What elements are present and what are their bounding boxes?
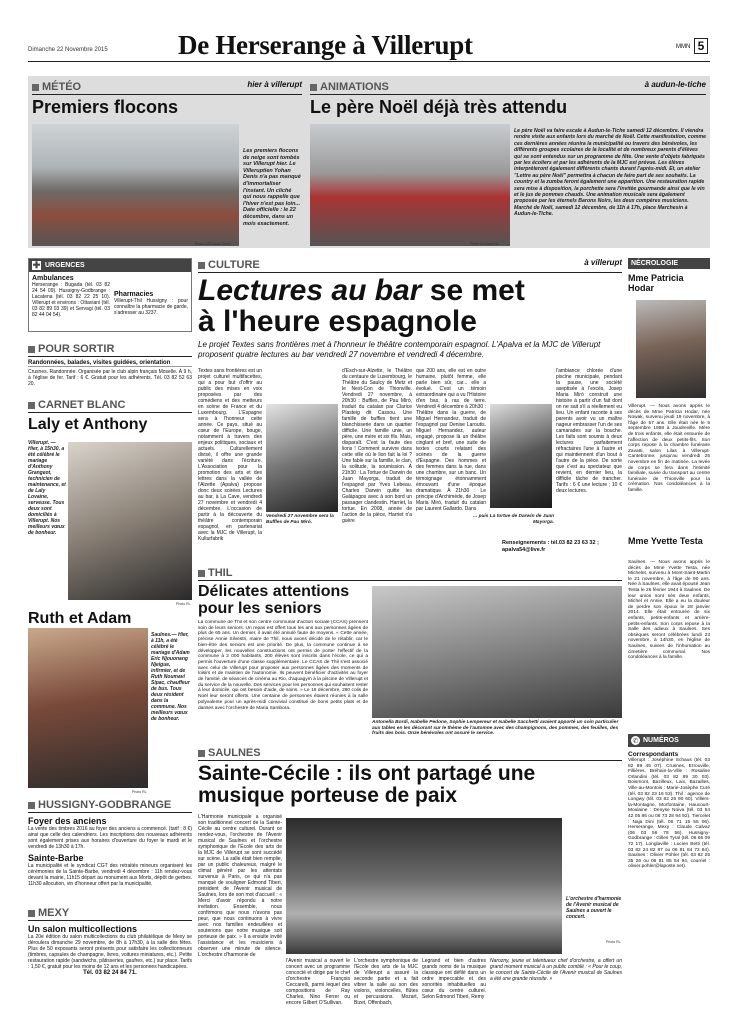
sortir-subheading: Randonnées, balades, visites guidées, orientation: [28, 360, 192, 367]
actor-photo-2: [490, 404, 552, 508]
animations-title: Le père Noël déjà très attendu: [310, 97, 568, 117]
rubric-square-icon: [28, 910, 35, 917]
animations-rubric: ANIMATIONS: [320, 81, 389, 93]
thil-text: La commune de Thil et son centre communal d'action sociale (CCAS) prennent soin de leurs seniors. Un repas est offert tous les ans aux personnes âgées de plus de 65 ans. Un dernier, il avait été annulé faute de moyens. « Cette année, précise Annie Silvestri, maire de Thil, nous avons décidé de le rétablir, car le bien-être des seniors est une priorité. De plus, la commune continue à se développer, les nouvelles constructions ont permis de porter l'effectif de la commune à 2 000 habitants. 200 élèves sont inscrits dans l'école, ce qui a permis l'ouverture d'une classe supplémentaire. Le CCAS de Thil s'est associé avec celui de Villerupt pour proposer aux personnes âgées des moments de loisirs et de maintien de l'autonomie. Ils peuvent bénéficier d'activités au foyer de l'amitié, de séances de cinéma au Rio, d'aquagym à la piscine de Villerupt et du service de la nouvelle. Des services pour les personnes qui souhaitent rester à leur domicile, qui ont besoin d'aide, de soins. » Le 16 décembre, 260 colis de Noël leur seront offerts. Une centaine de personnes étaient réunies à la salle polyvalente pour un après-midi convivial constitué de bons petits plats et de danses avec l'orchestre de Maria Sambora.: [198, 620, 368, 711]
barbe-heading: Sainte-Barbe: [28, 853, 84, 863]
necro-text2: Saulnes. — Nous avons appris le décès de Mme Yvette Testa, née Michelet, survenu à Mont-Saint-Martin le 21 novembre, à l'âge de 90 ans. Née à Saulnes, elle avait épousé Jean Testa le 26 février 1944 à Saulnes. De leur union sont nés deux enfants, Michel et Annie. Elle a eu la douleur de perdre son époux le 28 janvier 2014. Elle était entourée de six enfants, petits-enfants et arrière-petits-enfants. Son corps repose à la Salle des adieux à Saulnes. Ses obsèques seront célébrées lundi 23 novembre, à 14h30, en l'église de Saulnes, suivies de l'inhumation au cimetière communal. Nos condoléances à la famille.: [628, 560, 710, 661]
culture-place: à villerupt: [584, 258, 622, 267]
rubric-square-icon: [198, 262, 205, 269]
thil-caption: Antonella Bordi, Isabelle Pedone, Sophie Lempereur et Isabelle Sacchetti avaient apporté un soin particulier aux tables en les décorant sur le thème de l'automne avec des champignons, des pommes, des feuilles, des fruits des bois. Onze bénévoles ont assuré le service.: [372, 720, 619, 736]
photo2-caption: ... puis La tortue de Darwin de Juan Mayorga.: [473, 514, 554, 525]
saulnes-credit: Photo RL: [606, 940, 621, 944]
meteo-title: Premiers flocons: [32, 97, 179, 117]
saulnes-rubric: SAULNES: [208, 747, 261, 759]
hussigny-rubric: HUSSIGNY-GODBRANGE: [38, 799, 172, 811]
snow-photo: [32, 124, 239, 246]
mexy-rubric: MEXY: [38, 907, 70, 919]
hussigny-block: [28, 798, 192, 887]
numeros-block: [628, 734, 710, 870]
culture-col1: Textes sans frontières est un projet culturel multifacettes, qui a pour but d'offrir au public des mises en voix proposées par des comédiens et des metteurs en scène de France et du Luxembourg. L'Espagne sera à l'honneur cette année. Ce pays, situé au cœur de l'Europe, bouge, notamment à travers des enjeux politiques, sociaux et actuels. Culturellement divisé, il offre une grande variété dans l'écriture. L'Association pour la promotion des arts et des lettres dans la vallée de l'Alzette (Apalva) propose donc deux soirées Lectures au bar, à La Cave, vendredi 27 novembre et vendredi 4 décembre. L'occasion de partir à la découverte du théâtre contemporain espagnol, en partenariat avec la MJC de Villerupt, la Kulturfabrik: [198, 368, 262, 542]
animations-credit: Photo Archives RL: [470, 242, 499, 246]
necro-title: NÉCROLOGIE: [628, 258, 710, 269]
mexy-block: [28, 906, 192, 976]
culture-col3: que 200 ans, elle est en outre humaine, plutôt femme, elle parle bien sûr, car... elle a évolué. C'est un témoin extraordinaire qui a vu l'Histoire d'en bas, à ras de terre. Vendredi 4 décembre à 20h30 : Théâtre dans la guerre, de Miguel Hernandez, traduit de l'espagnol par Denise Laroutis. Miguel Hernandez, auteur engagé, propose là un théâtre cinglant et bref, une suite de textes courts relatant des scènes de la guerre d'Espagne. Des hommes et des femmes dans la rue, dans une chambre, sur un banc. Un témoignage étonnamment émouvant d'une époque dramatique. À 21h30 : Le principe d'Archimède, de Josep Maria Miró, traduit du catalan par Laurent Gallardo. Dans: [416, 368, 486, 512]
carnet-caption: Villerupt. — Hier, à 15h30, a été célébré le mariage d'Anthony Grangeot, technicien de maintenance, et de Laly Lovaine, serveuse. Tous deux sont domiciliés à Villerupt. Nos meilleurs vœux de bonheur.: [28, 440, 66, 536]
necro-block: [628, 258, 710, 293]
culture-rubric: CULTURE: [208, 259, 260, 271]
urgences-title: URGENCES: [45, 262, 85, 269]
actor-photo-1: [266, 404, 338, 512]
saulnes-caption: L'orchestre d'harmonie de l'Avenir musical de Saulnes a ouvert le concert.: [566, 896, 622, 920]
photo1-caption: Vendredi 27 novembre sera la Buffles de Pau Miró.: [266, 514, 334, 525]
saulnes-title: Sainte-Cécile : ils ont partagé une musique porteuse de paix: [198, 762, 536, 807]
thil-rubric: THIL: [208, 567, 233, 579]
sortir-rubric: POUR SORTIR: [38, 343, 115, 355]
foyer-text: La vente des timbres 2016 au foyer des anciens a commencé. (tarif : 8 €) ainsi que celle des calendriers. Les inscriptions des nouveaux adhérents sont également prises aux horaires d'ouverture du foyer le mardi et le vendredi de 13h30 à 17h.: [28, 826, 192, 850]
mexy-phone: Tél. 03 82 24 84 71.: [83, 970, 137, 976]
foyer-heading: Foyer des anciens: [28, 816, 107, 826]
saulnes-block: [198, 746, 622, 807]
pharmacies-text: Villerupt-Thil Hussigny : pour connaître la pharmacie de garde, s'adresser au 3237.: [114, 298, 188, 316]
rubric-square-icon: [32, 84, 39, 91]
culture-title-line2: à l'heure espagnole: [198, 305, 477, 338]
rubric-square-icon: [310, 84, 317, 91]
meteo-rubric: MÉTÉO: [42, 81, 82, 93]
page-header: [28, 30, 710, 62]
saulnes-col4: Legrand et bien d'autres grands noms de la musique classique ont défilé dans un ordre impeccable et des sonorités inhabituelles au cœur du centre culturel. Selon Edmond Tiberi, Remy: [422, 958, 486, 1000]
sortir-text: Crusnes. Randonnée. Organisée par le club alpin français Moselle. À 9 h, à l'église de fer. Tarif : 6 €. Gratuit pour les adhérents. Tél. 03 82 52 63 20.: [28, 369, 192, 387]
culture-title-italic: Lectures au bar: [198, 274, 422, 307]
meteo-block: [32, 80, 302, 116]
carnet-block: [28, 398, 192, 433]
wedding-photo-ruth-adam: [28, 628, 148, 788]
rubric-square-icon: [198, 750, 205, 757]
barbe-text: La municipalité et le syndicat CGT des retraités mineurs organisent les cérémonies de la Sainte-Barbe, vendredi 4 décembre : 11h rendez-vous devant la mairie, 11h15 départ au monument aux Morts, dépôt de gerbes. 11h30 allocution, vin d'honneur offert par la municipalité.: [28, 863, 192, 887]
header-title: De Herserange à Villerupt: [178, 30, 473, 60]
ruth-credit: Photo RL: [132, 790, 147, 794]
numeros-text: Villerupt : Joséphine Schaus (tél. 03 82 89 45 07). Crusnes, Errouville, Fillières, Bréhain-la-Ville : Rosaline Orlandini (tél. 03 82 89 30 03). Boismont, Bazilleux, Laix, Bazailles, Ville-au-Montois : Marie-Josèphe Curé (tél. 03 82 23 16 53). Thil : agence de Longwy (tél. 03 82 25 90 60). Villers-la-Montagne, Morfontaine, Haucourt-Moulaine : Denyse Noiva (tél. 03 54 42 05 86 ou 06 73 28 94 92). Tiercelet : Naja Dini (tél. 06 71 15 55 06). Herserange, Mexy : Claude Calvaz (06 03 56 78 56). Hussigny-Godbrange : Gilles Tyral (tél. 06 66 09 72 17). Longlaville : Lucien Betti (tél. 03 82 24 82 87 ou 06 81 64 72 84). Saulnes : Olivier Pohler (tél. 03 82 25 35 26 ou 06 81 85 54 94, courriel : olivier.pohler@laposte.net).: [628, 758, 710, 870]
saulnes-col3: L'orchestre symphonique de l'École des arts de la MJC de Villerupt a assuré la seconde partie et a fait vibrer la salle au son des violons, violoncelles, flûtes et percussions. Mozart, Bizet, Offenbach,: [354, 958, 418, 1006]
meteo-caption: Les premiers flocons de neige sont tombés sur Villerupt hier. Le Villeruptien Yohan Denis n'a pas manqué d'immortaliser l'instant. Un cliché qui nous rappelle que l'hiver n'est pas loin... Date officielle : le 22 décembre, dans un mois exactement.: [243, 148, 301, 227]
culture-block: [198, 258, 622, 359]
meteo-credit: Photo DR/Yohan Denis: [195, 242, 231, 246]
necro-name2: Mme Yvette Testa: [628, 536, 703, 546]
santa-photo: [310, 124, 510, 246]
meteo-place: hier à villerupt: [247, 80, 302, 89]
animations-place: à audun-le-tiche: [644, 80, 706, 89]
wedding-photo-laly-anthony: [68, 442, 192, 600]
phone-icon: ✆: [632, 737, 639, 745]
necro-text1: Villerupt. — Nous avons appris le décès de Mme Patricia Hodar, née Nowak, survenu jeudi 19 novembre, à l'âge de 57 ans. Elle était née le 5 septembre 1958 à Joudreville. Mère de trois enfants, elle était entourée de l'affection de deux petits-fils. Son corps repose à la chambre funéraire Zavatti, salon Lilas à Villerupt-Cantebonne, jusqu'au vendredi 25 novembre en fin de matinée. La levée de corps se fera dans l'intimité familiale, suivie du transport au centre funéraire de Thionville pour la crémation. Nos condoléances à la famille.: [628, 404, 710, 493]
saulnes-col5: Narozny, jeune et talentueux chef d'orchestre, a offert un grand moment musical à un public comblé : « Pour le coup, le concert de Sainte-Cécile de l'Avenir musical de Saulnes a été une grande réussite. »: [490, 958, 622, 982]
ruth-title: Ruth et Adam: [28, 610, 132, 627]
animations-block: [310, 80, 706, 116]
portrait-patricia-hodar: [636, 300, 706, 398]
ambulances-heading: Ambulances: [32, 275, 74, 282]
culture-col2: d'Esch-sur-Alzette, le Théâtre du centaure de Luxembourg, le Théâtre du Saulcy de Metz et le Nest-Con de Thionville. Vendredi 27 novembre, à 20h30 : Buffles, de Pau Miró, traduit du catalan par Clarice Plasteig dit Cassou. Une famille de buffles tient une blanchisserie dans un quartier difficile. Une famille unie, un père, une mère et six fils. Mais, disparaît. C'est la faute des lions ! Comment survivre dans cette ville où le lion fait la loi ? Une fable sur la famille, le clan, la solitude, la soumission. À 21h30 : La Tortue de Darwin de Juan Mayorga, traduit de l'espagnol par Yves Lebeau. Charles Darwin quitte les Galápagos avec à son bord un passager clandestin. Harriet, la tortue. En 2008, année de l'action de la pièce, Harriet n'a guère: [342, 368, 412, 524]
rubric-square-icon: [198, 570, 205, 577]
numeros-title: NUMÉROS: [643, 737, 679, 744]
culture-col4: l'ambiance chlorée d'une piscine municipale, pendant la pause, une société aseptisée à l'excès, Josep Maria Miró construit une histoire à partir d'un fait dont on ne sait s'il a réellement eu lieu. Un enfant raconte à ses parents avoir vu un maître nageur embrasser l'un de ses camarades sur la bouche. Les faits sont soumis à deux lectures parfaitement réfractaires l'une à l'autre et qui maintiennent d'un bout à l'autre de la pièce. De sorte que c'est au spectateur que revient, en dernier lieu, la difficile tâche de trancher. Tarifs : 6 € une lecture ; 10 € deux lectures.: [556, 368, 622, 494]
cross-icon: ✚: [32, 260, 41, 270]
saulnes-col1: L'Harmonie municipale a organisé son traditionnel concert de la Sainte-Cécile au centre culturel. Durant ce rendez-vous, l'orchestre de l'Avenir musical de Saulnes et l'orchestre symphonique de l'École des arts de la MJC de Villerupt se sont succédé sur scène. La salle était bien remplie, par un public chaleureux, malgré le climat généré par les attentats survenus à Paris, ce qui n'a pas manqué de souligner Edmond Tiberi, président de l'Avenir musical de Saulnes, lors de son mot d'accueil : « Merci d'avoir répondu à notre invitation. Ensemble, nous confirmons que nous n'avons pas peur, que nous continuons à vivre avec nos familles endeuillées et soutenons que notre musique soit porteuse de paix. » Il a ensuite invité l'assistance et les musiciens à observer une minute de silence. L'orchestre d'harmonie de: [198, 814, 282, 958]
orchestra-photo: [286, 818, 562, 954]
ambulances-text: Herserange : Bugada (tél. 03 82 24 54 09). Hussigny-Godbrange : Lacatena (tél. 03 82 22 25 10). Villerupt et environs : Ottaviani (tél. 03 82 89 03 39) et Servagi (tél. 03 82 44 04 54).: [32, 282, 110, 318]
carnet-title: Laly et Anthony: [28, 416, 148, 433]
pharmacies-heading: Pharmacies: [114, 291, 154, 298]
culture-title-rest: se met: [429, 274, 525, 307]
necro-name1: Mme Patricia Hodar: [628, 273, 684, 293]
ruth-caption: Saulnes.— Hier, à 11h, a été célébré le mariage d'Adam Eric Njouonang Njeigue, infirmier, et de Ruth Noumavi Sipac, chauffeur de bus. Tous deux résident dans la commune. Nos meilleurs vœux de bonheur.: [151, 632, 190, 722]
mexy-heading: Un salon multicollections: [28, 924, 138, 934]
carnet-rubric: CARNET BLANC: [38, 399, 126, 411]
culture-lead: Le projet Textes sans frontières met à l'honneur le théâtre contemporain espagnol. L'Apalva et la MJC de Villerupt proposent quatre lectures au bar vendredi 27 novembre et vendredi 4 décembre.: [198, 340, 601, 359]
culture-headline: [198, 275, 622, 306]
header-section: MMN: [676, 44, 691, 50]
culture-renseignements: Renseignements : tél.03 82 23 63 32 ; apalva54@live.fr: [502, 540, 599, 553]
thil-title: Délicates attentions pour les seniors: [198, 583, 350, 617]
saulnes-col2: l'Avenir musical a ouvert le concert avec un programme concocté et dirigé par le chef d'orchestre François Ceccarelli, parmi lequel des compositions de Ray Charles, Nino Ferrer ou encore Gilbert O'Sullivan.: [286, 958, 350, 1006]
numeros-heading: Correspondants: [628, 751, 679, 758]
rubric-square-icon: [28, 346, 35, 353]
mexy-text: La 20e édition du salon multicollections du club philatélique de Mexy se déroulera dimanche 29 novembre, de 8h à 17h30, à la salle des fêtes. Plus de 50 exposants seront présents pour satisfaire les collectionneurs (timbres, capsules de champagne, livres, voitures miniatures, etc.). Petite restauration rapide (sandwichs, pâtisseries, gaufres, etc.) sur place. Tarifs : 1,50 €, gratuit pour les moins de 12 ans et les personnes handicapées.: [28, 934, 192, 970]
rubric-square-icon: [28, 802, 35, 809]
header-page-number: 5: [694, 38, 708, 54]
sortir-block: [28, 342, 192, 387]
header-date: Dimanche 22 Novembre 2015: [28, 47, 108, 53]
animations-caption: Le père Noël va faire escale à Audun-le-Tiche samedi 12 décembre. Il viendra rendre visite aux enfants lors du marché de Noël. Cette manifestation, comme ces dernières années réunira la municipalité ou travers des bénévoles, les différents groupes scolaires de la localité et de nombreux parents d'élèves qui se sont entendus sur un programme de fête. Une vente d'objets fabriqués par les écoliers et par les adhérents de la MJC est prévue. Les élèves interpréteront également différents chants durant l'après-midi. Et, un atelier "Lettre au père Noël" permettra à chacun de faire part de ses souhaits. La country et la zumba feront également une apparition. Une restauration rapide sera mise à disposition, la porchette sera l'invitée gourmande ainsi que le vin et le jus de pommes chauds. Une animation musicale sera également proposée par les éternels Barons Noirs, les deux compères musiciens. Marché de Noël, samedi 12 décembre, de 11h à 17h, place Marchesin à Audun-le-Tiche.: [514, 128, 706, 218]
seniors-photo: [372, 586, 622, 718]
rubric-square-icon: [28, 402, 35, 409]
urgences-block: [28, 258, 192, 332]
carnet-credit: Photo RL: [176, 602, 191, 606]
